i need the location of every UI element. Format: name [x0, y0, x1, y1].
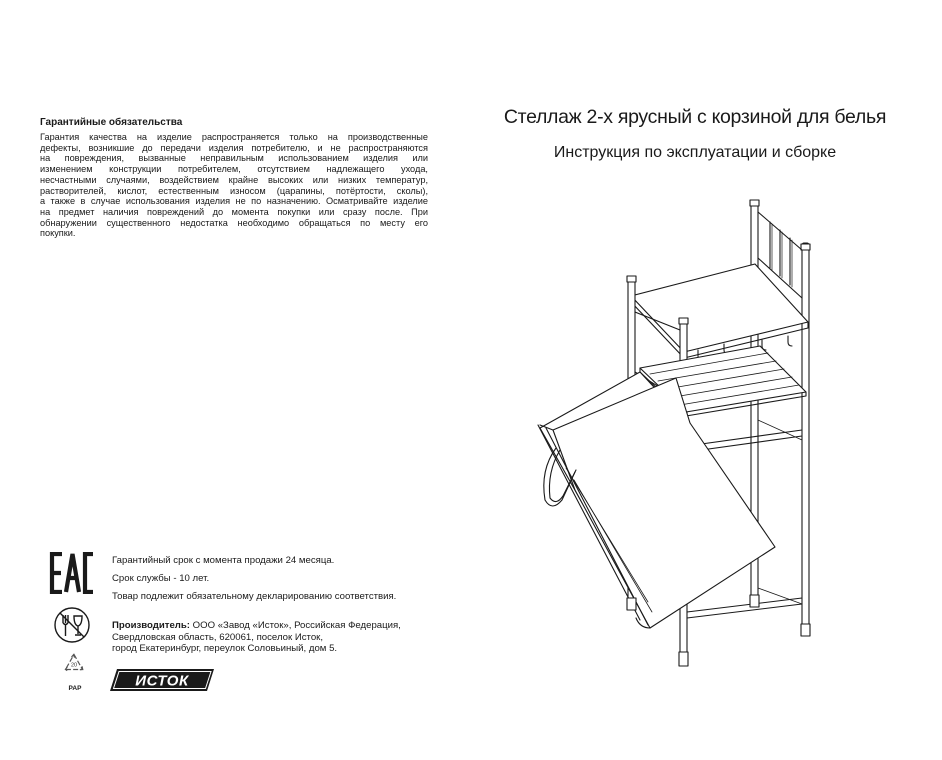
- recycle-material: PAP: [68, 685, 82, 692]
- certification-texts: [112, 555, 452, 609]
- recycle-code: 20: [70, 662, 78, 669]
- declaration-text: Товар подлежит обязательному декларированию соответствия.: [112, 591, 397, 602]
- product-subtitle: Инструкция по эксплуатации и сборке: [553, 144, 837, 161]
- warranty-text: [40, 132, 428, 239]
- warranty-line: дефекты, возникшие до передачи изделия потребителю, и не распространяются: [40, 142, 428, 153]
- warranty-line: Гарантия качества на изделие распространяется только на производственные: [40, 132, 428, 142]
- not-for-food-icon: [52, 606, 92, 644]
- svg-text:ИСТОК: ИСТОК: [135, 672, 189, 690]
- product-title: Стеллаж 2-х ярусный с корзиной для белья: [503, 106, 887, 128]
- warranty-line: растворителей, кислот, естественным износом (царапины, потёртости, сколы),: [40, 185, 428, 196]
- eac-mark-icon: [49, 552, 95, 594]
- manufacturer-company: ООО «Завод «Исток», Российская Федерация,: [190, 620, 401, 631]
- istok-logo-icon: [108, 668, 216, 692]
- warranty-line: изменением конструкции потребителем, отсутствием надлежащего ухода,: [40, 164, 428, 175]
- warranty-line: обнаружении существенного недостатка необходимо обращаться по месту его: [40, 217, 428, 228]
- manufacturer-line-1: [112, 620, 452, 632]
- warranty-section: [40, 116, 428, 239]
- warranty-line: а также в случае использования изделия не по назначению. Осматривайте изделие: [40, 196, 428, 207]
- shelf-illustration: [520, 195, 830, 670]
- service-life-text: Срок службы - 10 лет.: [112, 573, 210, 584]
- warranty-line: на предмет наличия повреждений до момента покупки или сразу после. При: [40, 206, 428, 217]
- manufacturer-line-2: Свердловская область, 620061, поселок Исток,: [112, 631, 324, 643]
- manufacturer-info: [112, 620, 452, 655]
- warranty-period-text: Гарантийный срок с момента продажи 24 месяца.: [112, 555, 335, 566]
- manufacturer-line-3: город Екатеринбург, переулок Соловьиный, дом 5.: [112, 643, 338, 655]
- warranty-line: покупки.: [40, 228, 76, 239]
- recycle-icon: [62, 652, 86, 676]
- manufacturer-label: Производитель:: [112, 620, 190, 631]
- warranty-line: несчастными случаями, воздействием крайне высоких или низких температур,: [40, 174, 428, 185]
- warranty-heading: Гарантийные обязательства: [40, 117, 183, 128]
- warranty-line: на повреждения, вызванные неправильным использованием изделия или: [40, 153, 428, 164]
